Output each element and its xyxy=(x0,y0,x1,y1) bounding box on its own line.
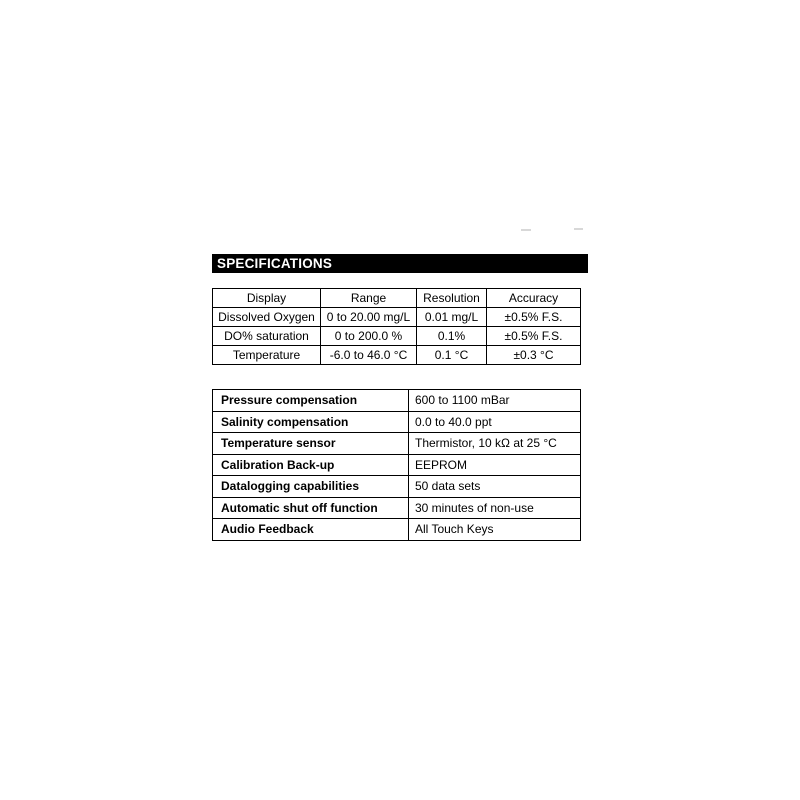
cell-feature-value: Thermistor, 10 kΩ at 25 °C xyxy=(409,433,581,455)
cell-resolution: 0.1% xyxy=(417,327,487,346)
column-header-accuracy: Accuracy xyxy=(487,289,581,308)
cell-accuracy: ±0.5% F.S. xyxy=(487,308,581,327)
table-header-row xyxy=(213,289,581,308)
column-header-resolution: Resolution xyxy=(417,289,487,308)
table-row xyxy=(213,497,581,519)
cell-resolution: 0.1 °C xyxy=(417,346,487,365)
cell-parameter: Temperature xyxy=(213,346,321,365)
cell-range: 0 to 200.0 % xyxy=(321,327,417,346)
table-row xyxy=(213,476,581,498)
table-row xyxy=(213,519,581,541)
table-row xyxy=(213,308,581,327)
cell-feature-name: Datalogging capabilities xyxy=(213,476,409,498)
scan-artifact-left xyxy=(521,229,531,231)
cell-feature-value: 50 data sets xyxy=(409,476,581,498)
cell-feature-value: 0.0 to 40.0 ppt xyxy=(409,411,581,433)
cell-feature-name: Audio Feedback xyxy=(213,519,409,541)
cell-feature-name: Calibration Back-up xyxy=(213,454,409,476)
scan-artifact-right xyxy=(574,228,583,230)
cell-feature-value: 30 minutes of non-use xyxy=(409,497,581,519)
specifications-ranges-table xyxy=(212,288,581,365)
cell-feature-name: Salinity compensation xyxy=(213,411,409,433)
cell-feature-value: All Touch Keys xyxy=(409,519,581,541)
table-row xyxy=(213,454,581,476)
specifications-features-table xyxy=(212,389,581,541)
cell-accuracy: ±0.5% F.S. xyxy=(487,327,581,346)
table-row xyxy=(213,433,581,455)
table-row xyxy=(213,327,581,346)
cell-feature-name: Pressure compensation xyxy=(213,390,409,412)
table-row xyxy=(213,346,581,365)
cell-range: 0 to 20.00 mg/L xyxy=(321,308,417,327)
column-header-display: Display xyxy=(213,289,321,308)
cell-feature-name: Temperature sensor xyxy=(213,433,409,455)
cell-range: -6.0 to 46.0 °C xyxy=(321,346,417,365)
cell-parameter: Dissolved Oxygen xyxy=(213,308,321,327)
cell-feature-name: Automatic shut off function xyxy=(213,497,409,519)
cell-accuracy: ±0.3 °C xyxy=(487,346,581,365)
table-row xyxy=(213,411,581,433)
cell-parameter: DO% saturation xyxy=(213,327,321,346)
column-header-range: Range xyxy=(321,289,417,308)
cell-resolution: 0.01 mg/L xyxy=(417,308,487,327)
section-title-specifications: SPECIFICATIONS xyxy=(212,254,588,273)
cell-feature-value: EEPROM xyxy=(409,454,581,476)
table-row xyxy=(213,390,581,412)
cell-feature-value: 600 to 1100 mBar xyxy=(409,390,581,412)
